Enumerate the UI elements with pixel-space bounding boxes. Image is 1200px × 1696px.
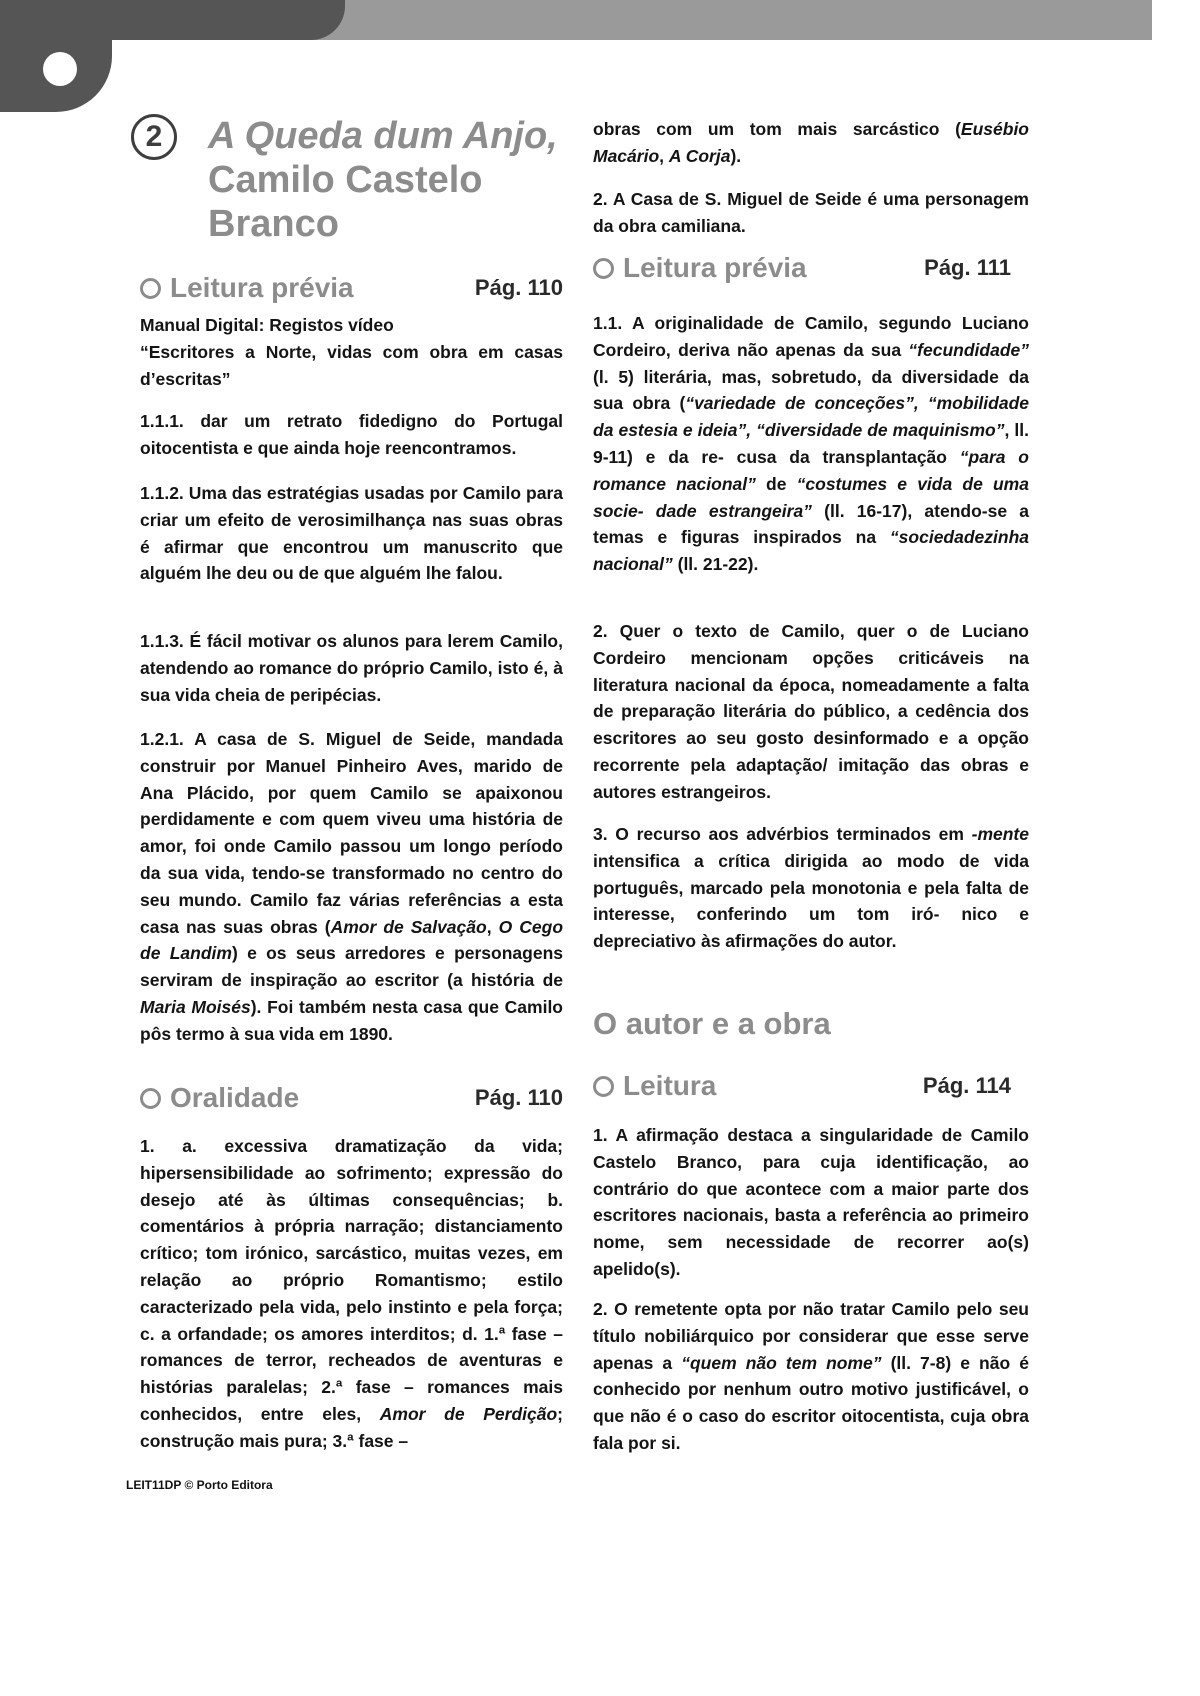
work-title: Eusébio Macário	[593, 119, 1029, 166]
answer-1-1-2	[140, 480, 563, 587]
manual-digital-video-title: “Escritores a Norte, vidas com obra em casas d’escritas”	[140, 341, 563, 389]
answer-1-1	[593, 310, 1029, 578]
binder-hole-icon	[43, 52, 77, 86]
circle-bullet-icon	[140, 278, 161, 299]
quote: “para o romance nacional”	[593, 446, 1029, 494]
answer-text: obras com um tom mais sarcástico (	[593, 119, 961, 139]
work-title: Amor de Salvação	[330, 916, 487, 937]
answer-1-1-1	[140, 408, 563, 462]
answer-text: Quer o texto de Camilo, quer o de Luciano Cordeiro mencionam opções criticáveis na literatura nacional da época, nomeadamente a falta de preparação literária do público, a cedência dos escritores ao seu gosto desinformado e a opção recorrente pela adaptação/ imitação das obras e autores estrangeiros.	[593, 621, 1029, 802]
section-title: Leitura prévia	[623, 252, 807, 283]
answer-text: ,	[659, 145, 669, 166]
work-title: A Corja	[668, 145, 731, 166]
answer-text: A casa de S. Miguel de Seide, mandada construir por Manuel Pinheiro Aves, marido de Ana Plácido, por quem Camilo se apaixonou perdidamente e com quem viveu uma história de amor, foi onde Camilo passou um longo período da sua vida, tendo-se transformado no centro do seu mundo. Camilo faz várias referências a esta casa nas suas obras (	[140, 729, 563, 937]
answer-text: , ll. 9-11) e da re- cusa da transplantação	[593, 420, 1030, 467]
answer-number: 1.2.1.	[140, 729, 184, 749]
answer-number: 3.	[593, 824, 608, 844]
manual-digital-note	[140, 312, 563, 392]
answer-2-casa	[593, 186, 1029, 240]
answer-text: (ll. 21-22).	[672, 554, 759, 575]
quote: “variedade de conceções”, “mobilidade da estesia e ideia”, “diversidade de maquinismo”	[593, 393, 1029, 441]
circle-bullet-icon	[593, 258, 614, 279]
section-title: Leitura prévia	[170, 272, 354, 303]
answer-text: de	[755, 473, 797, 494]
answer-number: 1.	[140, 1136, 155, 1156]
section-leitura-previa-111	[593, 252, 1011, 284]
answer-text: É fácil motivar os alunos para lerem Camilo, atendendo ao romance do próprio Camilo, isto é, à sua vida cheia de peripécias.	[140, 631, 563, 705]
manual-digital-line: Manual Digital: Registos vídeo	[140, 315, 394, 335]
circle-bullet-icon	[593, 1076, 614, 1097]
answer-text: O recurso aos advérbios terminados em	[615, 824, 972, 844]
answer-number: 1.1.	[593, 313, 623, 333]
answer-text: ; construção mais pura; 3.ª fase –	[140, 1403, 563, 1451]
quote: “fecundidade”	[908, 339, 1029, 360]
answer-3-adverbios	[593, 821, 1029, 955]
answer-number: 1.	[593, 1125, 608, 1145]
answer-text: ) e os seus arredores e personagens serviram de inspiração ao escritor (a história de	[140, 943, 563, 991]
section-heading-autor-obra: O autor e a obra	[593, 1006, 831, 1041]
answer-number: 1.1.2.	[140, 483, 184, 503]
answer-number: 1.1.1.	[140, 411, 184, 431]
section-page-ref: Pág. 110	[474, 1085, 563, 1110]
answer-text: ,	[486, 916, 499, 937]
answer-continuation	[593, 116, 1029, 170]
quote: “costumes e vida de uma socie- dade estrangeira”	[593, 473, 1029, 521]
answer-text: Uma das estratégias usadas por Camilo para criar um efeito de verosimilhança nas suas obras é afirmar que encontrou um manuscrito que alguém lhe deu ou de que alguém lhe falou.	[140, 483, 563, 584]
chapter-number: 2	[131, 114, 177, 160]
answer-text: A originalidade de Camilo, segundo Luciano Cordeiro, deriva não apenas da sua	[593, 313, 1029, 360]
answer-text: A afirmação destaca a singularidade de Camilo Castelo Branco, para cuja identificação, ao contrário do que acontece com a maior parte dos escritores nacionais, basta a referência ao primeiro nome, sem necessidade de recorrer ao(s) apelido(s).	[593, 1125, 1029, 1279]
answer-autor-1	[593, 1122, 1029, 1283]
answer-number: 1.1.3.	[140, 631, 184, 651]
answer-number: 2.	[593, 621, 608, 641]
answer-text: intensifica a crítica dirigida ao modo de vida português, marcado pela monotonia e pela falta de interesse, conferindo um tom iró- nico e depreciativo às afirmações do autor.	[593, 850, 1029, 952]
answer-1-2-1	[140, 726, 563, 1048]
answer-text: ).	[730, 145, 742, 166]
quote: “sociedadezinha nacional”	[593, 527, 1029, 575]
chapter-title	[208, 114, 568, 246]
answer-text: (ll. 7-8) e não é conhecido por nenhum outro motivo justificável, o que não é o caso do escritor oitocentista, cuja obra fala por si.	[593, 1352, 1029, 1453]
section-page-ref: Pág. 111	[924, 255, 1011, 280]
answer-text: (l. 5) literária, mas, sobretudo, da diversidade da sua obra (	[593, 366, 1029, 414]
section-page-ref: Pág. 114	[922, 1073, 1011, 1098]
chapter-title-author-line2: Branco	[208, 203, 339, 245]
work-title: O Cego de Landim	[140, 916, 564, 964]
section-leitura-previa-110	[140, 272, 563, 304]
section-leitura-114	[593, 1070, 1011, 1102]
chapter-title-work: A Queda dum Anjo,	[208, 115, 558, 157]
quote: “quem não tem nome”	[681, 1352, 882, 1373]
answer-number: 2.	[593, 189, 608, 209]
answer-autor-2	[593, 1296, 1029, 1457]
answer-number: 2.	[593, 1299, 608, 1319]
section-oralidade-110	[140, 1082, 563, 1114]
section-page-ref: Pág. 110	[474, 275, 563, 300]
suffix-term: -mente	[971, 824, 1029, 844]
work-title: Amor de Perdição	[379, 1403, 558, 1424]
chapter-title-author-line1: Camilo Castelo	[208, 159, 483, 201]
footer-copyright: LEIT11DP © Porto Editora	[126, 1478, 273, 1492]
answer-text: a. excessiva dramatização da vida; hipersensibilidade ao sofrimento; expressão do desejo até às últimas consequências; b. comentários à própria narração; distanciamento crítico; tom irónico, sarcástico, muitas vezes, em relação ao próprio Romantismo; estilo caracterizado pela vida, pelo instinto e pela força; c. a orfandade; os amores interditos; d. 1.ª fase – romances de terror, recheados de aventuras e histórias paralelas; 2.ª fase – romances mais conhecidos, entre eles,	[140, 1136, 563, 1424]
answer-text: O remetente opta por não tratar Camilo pelo seu título nobiliárquico por considerar que esse serve apenas a	[593, 1299, 1029, 1373]
answer-text: A Casa de S. Miguel de Seide é uma personagem da obra camiliana.	[593, 189, 1029, 236]
answer-text: ). Foi também nesta casa que Camilo pôs termo à sua vida em 1890.	[140, 996, 563, 1044]
section-title: Leitura	[623, 1070, 717, 1101]
section-title: Oralidade	[170, 1082, 300, 1113]
oralidade-answer-1	[140, 1133, 563, 1455]
answer-2-critica	[593, 618, 1029, 806]
answer-1-1-3	[140, 628, 563, 708]
work-title: Maria Moisés	[140, 996, 251, 1017]
circle-bullet-icon	[140, 1088, 161, 1109]
answer-text: dar um retrato fidedigno do Portugal oitocentista e que ainda hoje reencontramos.	[140, 411, 564, 458]
answer-text: (ll. 16-17), atendo-se a temas e figuras inspirados na	[593, 500, 1029, 548]
